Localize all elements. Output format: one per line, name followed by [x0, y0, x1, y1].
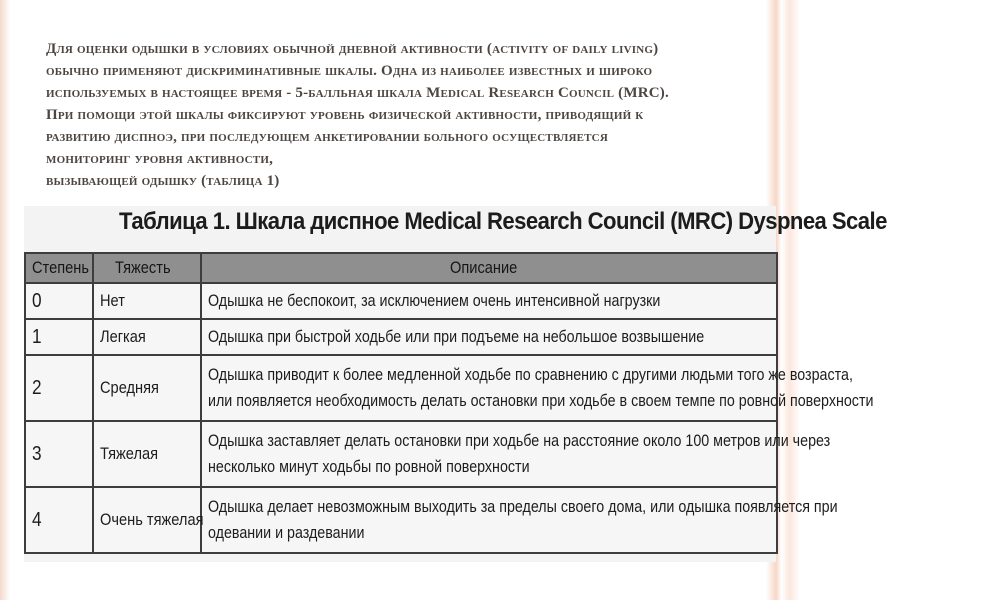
- description-cell: Одышка не беспокоит, за исключением очень интенсивной нагрузки: [201, 283, 777, 319]
- table-row: [25, 355, 777, 421]
- degree-cell: 4: [25, 487, 93, 553]
- description-cell: Одышка при быстрой ходьбе или при подъеме на небольшое возвышение: [201, 319, 777, 355]
- degree-cell: 0: [25, 283, 93, 319]
- description-cell: Одышка делает невозможным выходить за пределы своего дома, или одышка появляется при одевании и раздевании: [201, 487, 777, 553]
- table-row: [25, 319, 777, 355]
- table-row: [25, 487, 777, 553]
- header-description: Описание: [201, 253, 777, 283]
- description-cell: Одышка приводит к более медленной ходьбе по сравнению с другими людьми того же возраста, или появляется необходимость делать остановки при ходьбе в своем темпе по ровной поверхности: [201, 355, 777, 421]
- paragraph-line: мониторинг уровня активности,: [46, 151, 274, 167]
- left-decorative-edge: [0, 0, 10, 600]
- degree-cell: 3: [25, 421, 93, 487]
- paragraph-line: используемых в настоящее время - 5-балльная шкала Medical Research Council (MRC).: [46, 85, 669, 101]
- mrc-dyspnea-table-figure: [24, 206, 887, 562]
- severity-cell: Средняя: [93, 355, 201, 421]
- paragraph-line: вызывающей одышку (таблица 1): [46, 173, 280, 189]
- severity-cell: Легкая: [93, 319, 201, 355]
- table-header-row: [25, 253, 777, 283]
- severity-cell: Очень тяжелая: [93, 487, 201, 553]
- header-degree: Степень: [25, 253, 93, 283]
- table-title: Таблица 1. Шкала диспное Medical Research Council (MRC) Dyspnea Scale: [119, 208, 887, 235]
- paragraph-line: При помощи этой шкалы фиксируют уровень физической активности, приводящий к: [46, 107, 644, 123]
- paragraph-line: обычно применяют дискриминативные шкалы. Одна из наиболее известных и широко: [46, 63, 653, 79]
- severity-cell: Тяжелая: [93, 421, 201, 487]
- paragraph-line: Для оценки одышки в условиях обычной дневной активности (activity of daily living): [46, 41, 659, 57]
- table-row: [25, 421, 777, 487]
- description-cell: Одышка заставляет делать остановки при ходьбе на расстояние около 100 метров или через несколько минут ходьбы по ровной поверхности: [201, 421, 777, 487]
- severity-cell: Нет: [93, 283, 201, 319]
- degree-cell: 2: [25, 355, 93, 421]
- header-severity: Тяжесть: [93, 253, 201, 283]
- degree-cell: 1: [25, 319, 93, 355]
- table-row: [25, 283, 777, 319]
- paragraph-line: развитию диспноэ, при последующем анкетировании больного осуществляется: [46, 129, 608, 145]
- mrc-dyspnea-table: [24, 252, 874, 554]
- intro-paragraph: [46, 38, 766, 192]
